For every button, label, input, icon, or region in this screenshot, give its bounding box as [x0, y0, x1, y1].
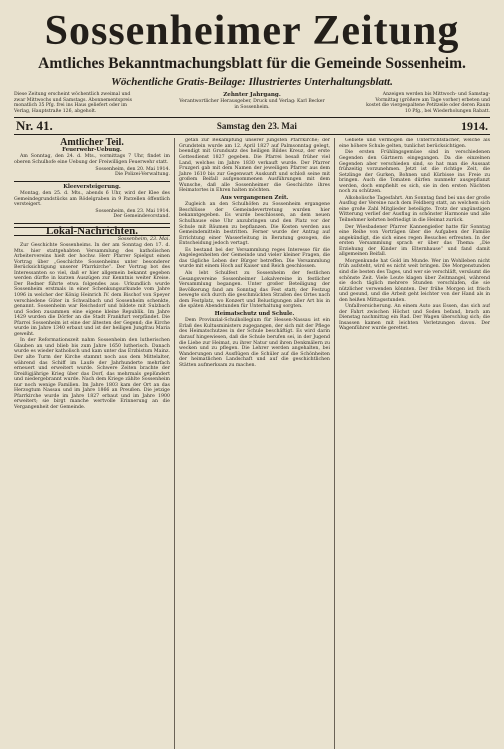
article-paragraph: Alkoholische Tagesfahrt. Am Sonntag fand bei uns der große Ausflug der Vereine nach dem Feldberg statt, an welchem sich eine große Zahl Mitglieder beteiligte. Trotz der ungünstigen Witterung verlief der Ausflug in schönster Harmonie und alle Teilnehmer kehrten befriedigt in die Heimat zurück. [338, 195, 490, 224]
column-3 [334, 138, 490, 749]
fire-drill-heading: Feuerwehr-Uebung. [62, 146, 122, 153]
article-paragraph: Dem Provinzial-Schulkollegium für Hessen-Nassau ist ein Erlaß des Kultusministers zugegangen, der sich mit der Pflege des Heimatschutzes in der Schule beschäftigt. Es wird darin darauf hingewiesen, daß die Schule berufen sei, in der Jugend die Liebe zur Heimat, zu ihrer Natur und ihren Denkmälern zu wecken und zu pflegen. Die Lehrer werden angehalten, bei Wanderungen und Ausflügen die Schüler auf die Schönheiten der heimatlichen Landschaft und auf die geschichtlichen Stätten aufmerksam zu machen. [178, 318, 330, 368]
official-section-heading: Amtlicher Teil. [60, 138, 124, 149]
article-paragraph: Gebiete und vermögen die Unterrichtsfächer, welche als eine höhere Schule gelten, tunlichst berücksichtigen. [338, 138, 490, 149]
article-columns [14, 138, 490, 749]
divider [14, 223, 170, 224]
article-paragraph: Als lebt Schulfest zu Sossenheim der festlichen Gesangsvereine Sossenheimer Lokalvereine in festlicher Versammlung begangen. Unter großer Beteiligung der Bevölkerung fand am Sonntag das Fest statt; der Festzug bewegte sich durch die geschmückten Straßen des Ortes nach dem Festplatz, wo Konzert und Belustigungen aller Art bis in die späten Abendstunden für Unterhaltung sorgten. [178, 270, 330, 310]
publisher-info [177, 92, 327, 110]
newspaper-subtitle: Amtliches Bekanntmachungsblatt für die Gemeinde Sossenheim. [38, 55, 466, 72]
local-news-heading: Lokal-Nachrichten. [14, 227, 170, 237]
masthead [14, 8, 490, 89]
article-paragraph: In der Reformationszeit nahm Sossenheim den lutherischen Glauben an und blieb bis zum Jahre 1650 lutherisch. Danach wurde es wieder katholisch und kam unter das Erzbistum Mainz. Der alte Turm der Kirche stammt noch aus dem Mittelalter, während das Schiff im Laufe der Jahrhunderte mehrfach erneuert und erweitert wurde. Schwere Zeiten brachte der Dreißigjährige Krieg über das Dorf, das mehrmals geplündert und niedergebrannt wurde. Nach dem Kriege zählte Sossenheim nur noch wenige Familien. Im Jahre 1803 kam der Ort an das Herzogtum Nassau und im Jahre 1866 an Preußen. Die jetzige Pfarrkirche wurde im Jahre 1827 erbaut und im Jahre 1900 erweitert; sie birgt manche wertvolle Erinnerung an die Vergangenheit der Gemeinde. [14, 338, 170, 410]
advertising-info: Anzeigen werden bis Mittwoch- und Samstag-Vormittag (größere am Tage vorher) erbeten und kostet die viergespaltene Petitzeile oder deren Raum 10 Pfg., bei Wiederholungen Rabatt. [366, 92, 490, 114]
issue-bar [14, 117, 490, 135]
heimatschutz-heading: Heimatschutz und Schule. [214, 310, 295, 317]
column-1 [14, 138, 170, 749]
fire-drill-signature: Die Polizei-Verwaltung. [114, 172, 170, 178]
fire-drill-date: Sossenheim, den 20. Mai 1914. [95, 166, 170, 172]
article-paragraph: Zugleich an den Schulhöfen zu Sossenheim ergangene Beschlüsse der Gemeindevertretung wurden hier bekanntgegeben. Es wurde beschlossen, an dem neuen Schulhause eine Uhr anzubringen und den Platz vor der Schule mit Bäumen zu bepflanzen. Die Kosten werden aus Gemeindemitteln bestritten. Ferner wurde der Antrag auf Errichtung einer Wasserleitung in Beratung gezogen, die Entscheidung jedoch vertagt. [178, 202, 330, 247]
local-news-dateline: Sossenheim, 23. Mai. [117, 237, 170, 243]
article-paragraph: Unfallversicherung. An einem Auto aus Essen, das sich auf der Fahrt zwischen Höchst und Soden befand, brach am Dienstag nachmittag ein Rad. Der Wagen überschlug sich; die Insassen kamen mit leichten Verletzungen davon. Der Wagenführer wurde gerettet. [338, 304, 490, 332]
article-paragraph: Der Wiesbadener Pfarrer Kannengießer hatte für Sonntag eine Reihe von Vorträgen über die Aufgaben der Familie angekündigt, die sich eines regen Besuches erfreuten. In der ersten Versammlung sprach er über das Thema: „Die Erziehung der Kinder im Elternhause“ und fand damit allgemeinen Beifall. [338, 224, 490, 258]
publisher-text: Verantwortlicher Herausgeber, Druck und Verlag: Karl Becker in Sossenheim. [179, 99, 325, 110]
fire-drill-text: Am Sonntag, den 24. d. Mts., vormittags 7 Uhr, findet im oberen Schulhofe eine Uebung der Freiwilligen Feuerwehr statt. [14, 154, 170, 166]
article-paragraph: Zur Geschichte Sossenheims. In der am Sonntag den 17. d. Mts. hier stattgehabten Versammlung des katholischen Arbeitervereins hielt der hochw. Herr Pfarrer Spielgut einen Vortrag über „Geschichte Sossenheims unter besonderer Berücksichtigung unserer Pfarrkirche“. Der Vortrag bot des Interessanten so viel, daß er hier allgemein bekannt gegeben werden dürfte in kurzen Auszügen zur Kenntnis weiter Kreise. Der Redner führte etwa folgendes aus: Urkundlich wurde Sossenheim erstmals in einer Schenkungsurkunde vom Jahre 1096 in welcher der König Heinrich IV. dem Bischof von Speyer verschiedene Güter in Schwalbach und Sossenheim schenkte, genannt. Sossenheim war Reichsdorf und bildete mit Sulzbach und Soden zusammen eine eigene kleine Republik. Im Jahre 1429 wurden die Dörfer an die Stadt Frankfurt verpfändet. Die Pfarrei Sossenheim ist eine der ältesten der Gegend; die Kirche wurde im Jahre 1340 erbaut und ist der heiligen Jungfrau Maria geweiht. [14, 243, 170, 337]
issue-year: 1914. [460, 118, 488, 133]
clover-auction-heading: Kleeversteigerung. [63, 183, 121, 190]
article-paragraph: Es bestand bei der Versammlung reges Interesse für die Angelegenheiten der Gemeinde und vieler kleiner Fragen, die das tägliche Leben der Bürger betreffen. Die Versammlung wurde mit einem Hoch auf Kaiser und Reich geschlossen. [178, 247, 330, 270]
article-paragraph: getan zur Bekämpfung unserer jüngsten Pfarrkirche; der Grundstein wurde am 12. April 1827 auf Palmsonntag gelegt, beendigt mit Grundsatz des heiligen Bildes Kreuz, der erste Gottesdienst 1827 gegeben. Die Pfarrei besaß früher viel Land, welches im Jahre 1830 verkauft wurde. Der Pfarrer Fruzgeri gab mit dem Namen der jeweiligen Pfarrer aus dem Jahre 1610 bis zur Gegenwart Auskunft und schloß seine mit großem Beifall aufgenommenen Ausführungen mit dem Wunsche, daß alle Sossenheimer die Geschichte ihres Heimatortes in Ehren halten möchten. [178, 138, 330, 194]
clover-auction-text: Montag, den 25. d. Mts., abends 6 Uhr, wird der Klee des Gemeindegrundstücks am Rödelgraben in 9 Parzellen öffentlich versteigert. [14, 191, 170, 208]
clover-auction-signature: Der Gemeindevorstand. [113, 214, 170, 220]
article-paragraph: Morgenkunde hat Gold im Munde. Wer im Wohlleben nicht früh aufsteht, wird es nicht weit bringen. Die Morgenstunden sind die besten des Tages, und wer sie verschläft, versäumt die schönste Zeit. Viele Leute klagen über Zeitmangel, während sie doch täglich mehrere Stunden verschlafen, die sie nützlicher verwenden könnten. Der frühe Morgen ist frisch und gesund, und die Arbeit geht leichter von der Hand als in den heißen Mittagsstunden. [338, 258, 490, 303]
issue-number: Nr. 41. [16, 118, 53, 134]
issue-date: Samstag den 23. Mai [216, 121, 297, 132]
newspaper-title: Sossenheimer Zeitung [44, 8, 460, 54]
column-2 [174, 138, 330, 749]
clover-auction-date: Sossenheim, den 23. Mai 1914. [95, 208, 170, 214]
divider [14, 181, 170, 182]
newspaper-supplement-line: Wöchentliche Gratis-Beilage: Illustriertes Unterhaltungsblatt. [111, 76, 393, 88]
article-heading: Aus vergangenen Zeit. [220, 194, 289, 201]
subscription-info: Diese Zeitung erscheint wöchentlich zweimal und zwar Mittwochs und Samstags. Abonnementspreis monatlich 35 Pfg. frei ins Haus geliefert oder im Verlag, Hauptstraße 126, abgeholt. [14, 92, 132, 114]
article-paragraph: Die ersten Frühlingsgemüse sind in verschiedenen Gegenden den Gärtnern eingegangen. Da die einzelnen Gegenden aber verschieden sind, so hat man die Aussaat frühzeitig vorzunehmen. Jetzt ist die richtige Zeit, die Setzlinge der Gurken, Bohnen und Kürbisse ins Freie zu bringen. Auch die Tomaten dürfen nunmehr ausgepflanzt werden, doch empfiehlt es sich, sie in den ersten Nächten noch zu schützen. [338, 150, 490, 195]
volume-year: Zehnter Jahrgang. [223, 92, 281, 98]
publication-info [14, 92, 490, 114]
